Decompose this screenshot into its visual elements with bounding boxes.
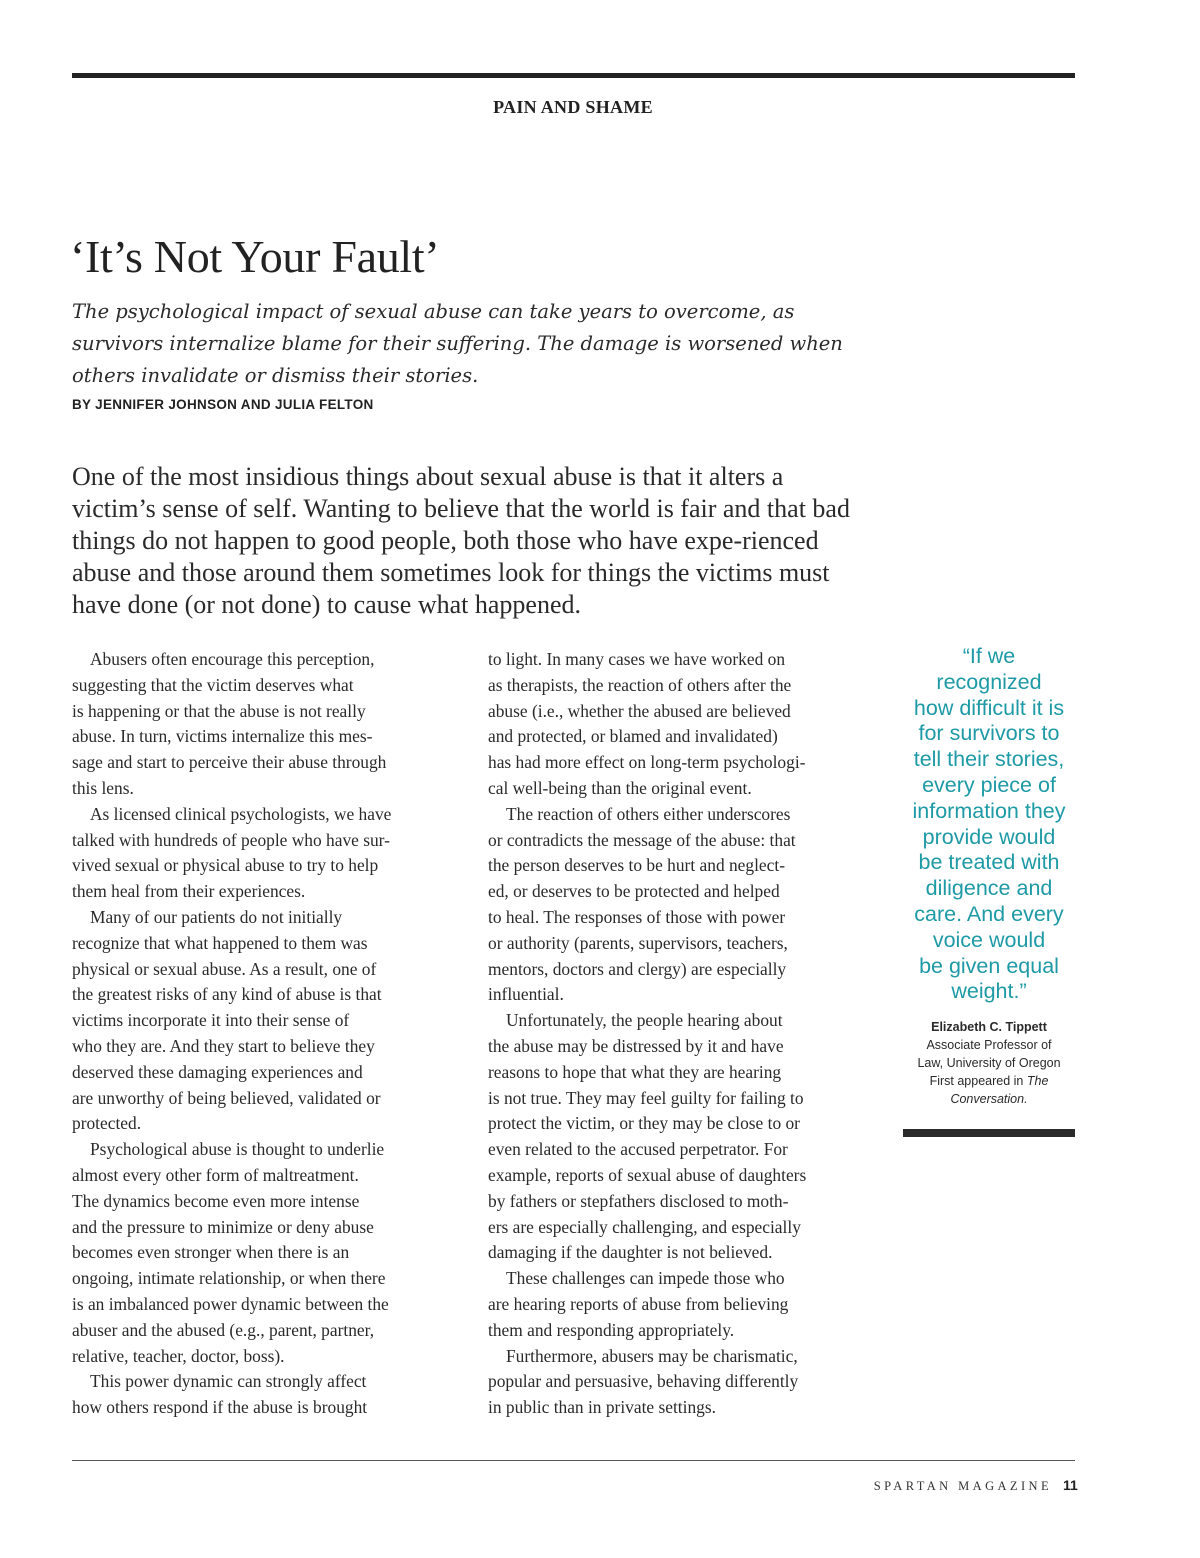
body-paragraph: to light. In many cases we have worked on as therapists, the reaction of others after the abuse (i.e., whether the abused are believed and protected, or blamed and invalidated) has had more effect on long-term psychologi- cal well-being than the original event. [488,649,806,798]
body-paragraph: Psychological abuse is thought to underlie almost every other form of maltreatment. The dynamics become even more intense and the pressure to minimize or deny abuse becomes even stronger when there is an ongoing, intimate relationship, or when there is an imbalanced power dynamic between the abuser and the abused (e.g., parent, partner, relative, teacher, doctor, boss). [72,1139,389,1366]
top-rule [72,73,1075,78]
article-title: ‘It’s Not Your Fault’ [70,231,440,282]
body-paragraph: Abusers often encourage this perception, suggesting that the victim deserves what is happening or that the abuse is not really abuse. In turn, victims internalize this mes- sage and start to perceive their abuse through this lens. [72,649,387,798]
body-paragraph: Unfortunately, the people hearing about the abuse may be distressed by it and have reasons to hope that what they are hearing is not true. They may feel guilty for failing to protect the victim, or they may be close to or even related to the accused perpetrator. For example, reports of sexual abuse of daughters by fathers or stepfathers disclosed to moth- ers are especially challenging, and especially damaging if the daughter is not believed. [488,1010,807,1263]
body-paragraph: Many of our patients do not initially recognize that what happened to them was physical or sexual abuse. As a result, one of the greatest risks of any kind of abuse is that victims incorporate it into their sense of who they are. And they start to believe they deserved these damaging experiences and are unworthy of being believed, validated or protected. [72,906,382,1134]
attribution-title-2: Law, University of Oregon [917,1056,1061,1070]
pull-quote: “If we recognized how difficult it is for survivors to tell their stories, every piece of information they provide would be treated with diligence and care. And every voice would be given equal weight.” [912,644,1066,1004]
body-paragraph: The reaction of others either underscores or contradicts the message of the abuse: that the person deserves to be hurt and neglect- ed, or deserves to be protected and helped to heal. The responses of those with power or authority (parents, supervisors, teachers, mentors, doctors and clergy) are especially influential. [488,803,796,1005]
attribution-source-prefix: First appeared in [929,1074,1027,1088]
body-column-2 [488,647,873,1421]
attribution-name: Elizabeth C. Tippett [931,1020,1047,1034]
bottom-rule [72,1460,1075,1461]
article-dek: The psychological impact of sexual abuse can take years to overcome, as survivors internalize blame for their suffering. The damage is worsened when others invalidate or dismiss their stories. [72,300,843,387]
byline: BY JENNIFER JOHNSON AND JULIA FELTON [72,397,374,412]
section-label: PAIN AND SHAME [493,97,653,117]
body-paragraph: This power dynamic can strongly affect how others respond if the abuse is brought [72,1371,368,1418]
attribution-source-title-2: Conversation. [950,1092,1028,1106]
pull-quote-rule [903,1129,1075,1137]
body-paragraph: As licensed clinical psychologists, we have talked with hundreds of people who have sur- vived sexual or physical abuse to try to help them heal from their experiences. [72,803,392,902]
footer-publication: SPARTAN MAGAZINE [873,1479,1052,1493]
body-column-1 [72,647,457,1421]
body-paragraph: These challenges can impede those who are hearing reports of abuse from believing them and responding appropriately. [488,1268,789,1340]
attribution-title-1: Associate Professor of [926,1038,1052,1052]
body-paragraph: Furthermore, abusers may be charismatic, popular and persuasive, behaving differently in public than in private settings. [488,1345,799,1418]
pull-quote-attribution [880,1018,1098,1108]
attribution-source [880,1072,1098,1090]
attribution-source-title-1: The [1026,1074,1049,1088]
footer-page-number: 11 [1063,1477,1078,1493]
lede-paragraph: One of the most insidious things about sexual abuse is that it alters a victim’s sense of self. Wanting to believe that the world is fair and that bad things do not happen to good people, both those who have expe-rienced abuse and those around them sometimes look for things the victims must have done (or not done) to cause what happened. [72,462,850,619]
